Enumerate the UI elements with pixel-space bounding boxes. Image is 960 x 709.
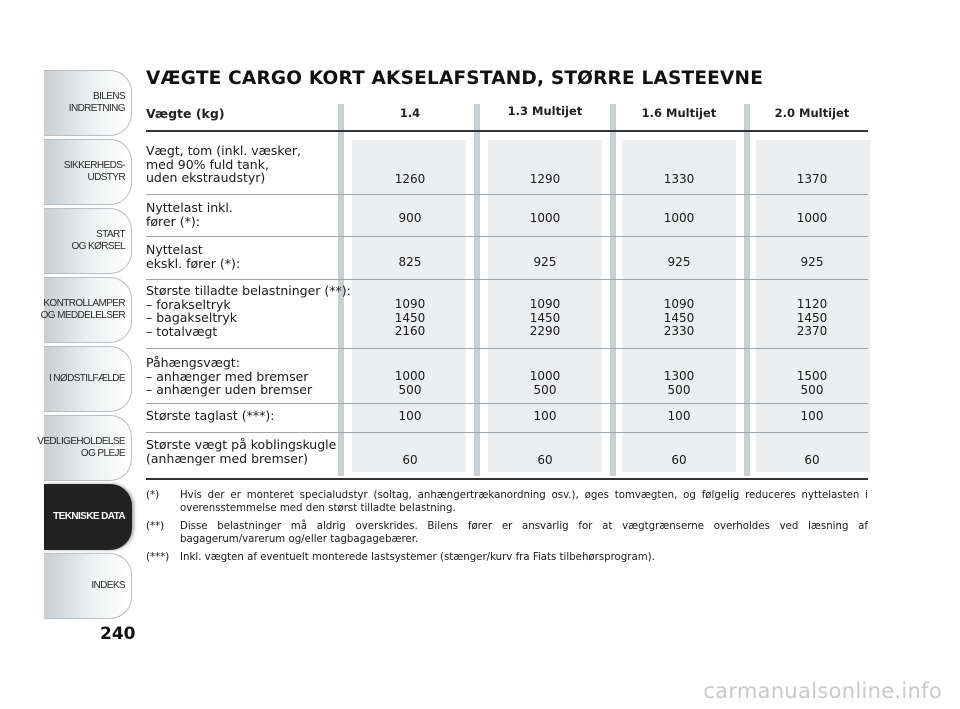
cell-value: 2370 — [796, 324, 828, 338]
cell-value: 1370 — [796, 172, 828, 186]
cell-value: 900 — [398, 211, 422, 225]
table-cell — [762, 212, 862, 226]
sidebar-tab-7[interactable] — [44, 553, 132, 619]
cell-value: 1450 — [663, 310, 695, 325]
cell-value: 100 — [800, 409, 824, 423]
table-cell — [762, 256, 862, 270]
row-label-line: med 90% fuld tank, — [146, 156, 269, 172]
row-label-line: – totalvægt — [146, 323, 218, 339]
cell-value: 825 — [398, 255, 422, 269]
table-rule — [146, 348, 868, 349]
cell-value: 500 — [398, 382, 422, 397]
table-cell — [495, 410, 595, 424]
table-rule — [146, 236, 868, 237]
cell-value: 60 — [804, 453, 820, 467]
column-divider — [610, 104, 616, 476]
footnote-text: Hvis der er monteret specialudstyr (soltag, anhængertrækanordning osv.), øges tomvægten, og følgelig reduceres nyttelasten i overensstemmelse med den størst tilladte belastning. — [180, 490, 868, 514]
cell-value: 2330 — [663, 324, 695, 338]
row-label — [146, 144, 301, 185]
footnote-mark: (**) — [146, 521, 165, 532]
footnote-mark: (***) — [146, 552, 170, 563]
column-header: 1.6 Multijet — [641, 106, 717, 120]
row-label-line: Nyttelast inkl. — [146, 200, 233, 215]
cell-value: 100 — [667, 409, 691, 423]
sidebar-tab-label: I NØDSTILFÆLDE — [48, 373, 125, 384]
sidebar-tab-4[interactable] — [44, 346, 132, 412]
table-cell — [629, 370, 729, 397]
table-rule — [146, 130, 868, 132]
table-cell — [629, 212, 729, 226]
cell-value: 500 — [667, 382, 691, 397]
cell-value: 925 — [667, 255, 691, 269]
sidebar-tab-label: UDSTYR — [87, 172, 125, 183]
cell-value: 1000 — [529, 369, 561, 383]
cell-value: 1450 — [529, 310, 561, 325]
cell-value: 1120 — [796, 297, 828, 311]
cell-value: 925 — [533, 255, 557, 269]
sidebar-tab-6[interactable] — [44, 484, 132, 550]
table-cell — [495, 370, 595, 397]
row-label-line: Største tilladte belastninger (**): — [146, 283, 351, 298]
table-cell — [762, 410, 862, 424]
cell-value: 1000 — [394, 369, 426, 383]
table-cell — [762, 173, 862, 187]
sidebar-tab-label: INDEKS — [91, 580, 125, 591]
row-label — [146, 243, 240, 270]
table-cell — [360, 370, 460, 397]
table-header-label: Vægte (kg) — [146, 106, 225, 121]
table-cell — [629, 298, 729, 339]
table-cell — [629, 410, 729, 424]
row-label — [146, 356, 312, 397]
table-rule — [146, 279, 868, 280]
table-cell — [762, 370, 862, 397]
row-label — [146, 284, 351, 338]
sidebar-tab-0[interactable] — [44, 70, 132, 136]
row-label-line: – anhænger uden bremser — [146, 382, 313, 397]
table-cell — [495, 173, 595, 187]
cell-value: 60 — [402, 453, 418, 467]
sidebar-tab-label: VEDLIGEHOLDELSE — [37, 436, 125, 447]
cell-value: 1090 — [394, 297, 426, 311]
cell-value: 1450 — [796, 310, 828, 325]
watermark: carmanualsonline.info — [703, 679, 942, 703]
cell-value: 1090 — [663, 297, 695, 311]
cell-value: 1330 — [663, 172, 695, 186]
row-label-line: ekskl. fører (*): — [146, 255, 241, 271]
row-label — [146, 201, 233, 228]
column-header: 1.3 Multijet — [507, 104, 583, 118]
table-cell — [495, 454, 595, 468]
cell-value: 1000 — [796, 211, 828, 225]
column-divider — [474, 104, 480, 476]
row-label-line: – anhænger med bremser — [146, 368, 309, 384]
cell-value: 925 — [800, 255, 824, 269]
footnotes — [146, 490, 868, 571]
footnote — [146, 521, 868, 546]
table-rule — [146, 194, 868, 195]
row-label-line: (anhænger med bremser) — [146, 450, 308, 466]
cell-value: 1290 — [529, 172, 561, 186]
sidebar-tab-label: BILENS — [93, 91, 125, 102]
table-cell — [360, 256, 460, 270]
cell-value: 1500 — [796, 369, 828, 383]
table-cell — [495, 298, 595, 339]
row-label-line: – forakseltryk — [146, 296, 231, 312]
table-rule — [146, 478, 868, 480]
row-label-line: Påhængsvægt: — [146, 355, 240, 370]
table-cell — [762, 298, 862, 339]
table-cell — [762, 454, 862, 468]
row-label-line: Vægt, tom (inkl. væsker, — [146, 143, 302, 158]
sidebar-tab-label: INDRETNING — [68, 103, 125, 114]
cell-value: 1260 — [394, 172, 426, 186]
table-cell — [495, 256, 595, 270]
footnote — [146, 552, 868, 565]
cell-value: 100 — [533, 409, 557, 423]
cell-value: 1000 — [529, 211, 561, 225]
footnote-text: Disse belastninger må aldrig overskrides. Bilens fører er ansvarlig for at vægtgrænserne overholdes ved læsning af bagagerum/varerum og/eller tagbagagebærer. — [180, 521, 868, 545]
row-label-line: fører (*): — [146, 213, 200, 229]
cell-value: 1450 — [394, 310, 426, 325]
footnote — [146, 490, 868, 515]
table-cell — [629, 256, 729, 270]
cell-value: 60 — [671, 453, 687, 467]
row-label-line: – bagakseltryk — [146, 310, 238, 325]
sidebar-tab-label: OG MEDDELELSER — [40, 310, 125, 321]
table-cell — [629, 454, 729, 468]
footnote-mark: (*) — [146, 490, 160, 501]
cell-value: 500 — [800, 382, 824, 397]
row-label-line: Nyttelast — [146, 242, 203, 257]
sidebar-tab-label: OG PLEJE — [80, 448, 125, 459]
column-header: 1.4 — [399, 106, 421, 120]
sidebar-tab-label: KONTROLLAMPER — [43, 298, 125, 309]
row-label-line: Største vægt på koblingskugle — [146, 437, 337, 452]
table-cell — [360, 410, 460, 424]
cell-value: 1090 — [529, 297, 561, 311]
sidebar-tab-label: OG KØRSEL — [71, 241, 125, 252]
row-label — [146, 438, 336, 465]
row-label-line: Største taglast (***): — [146, 408, 275, 423]
sidebar-tab-label: TEKNISKE DATA — [53, 511, 125, 522]
row-label — [146, 409, 274, 423]
table-cell — [360, 298, 460, 339]
sidebar-tab-5[interactable] — [37, 415, 132, 481]
table-cell — [629, 173, 729, 187]
cell-value: 1000 — [663, 211, 695, 225]
row-label-line: uden ekstraudstyr) — [146, 170, 266, 185]
column-header: 2.0 Multijet — [774, 106, 850, 120]
table-cell — [495, 212, 595, 226]
cell-value: 2160 — [394, 324, 426, 338]
sidebar-tab-1[interactable] — [44, 139, 132, 205]
cell-value: 100 — [398, 409, 422, 423]
table-rule — [146, 432, 868, 433]
table-cell — [360, 173, 460, 187]
sidebar-tab-label: SIKKERHEDS- — [63, 160, 125, 171]
cell-value: 2290 — [529, 324, 561, 338]
cell-value: 1300 — [663, 369, 695, 383]
table-cell — [360, 212, 460, 226]
sidebar-tab-2[interactable] — [44, 208, 132, 274]
sidebar-tab-label: START — [96, 229, 125, 240]
page-title: VÆGTE CARGO KORT AKSELAFSTAND, STØRRE LASTEEVNE — [146, 68, 764, 89]
sidebar-tab-3[interactable] — [40, 277, 132, 343]
cell-value: 60 — [537, 453, 553, 467]
footnote-text: Inkl. vægten af eventuelt monterede lastsystemer (stænger/kurv fra Fiats tilbehørsprogram). — [180, 552, 655, 563]
table-cell — [360, 454, 460, 468]
column-divider — [744, 104, 750, 476]
page-number: 240 — [100, 624, 136, 644]
cell-value: 500 — [533, 382, 557, 397]
table-rule — [146, 403, 868, 404]
